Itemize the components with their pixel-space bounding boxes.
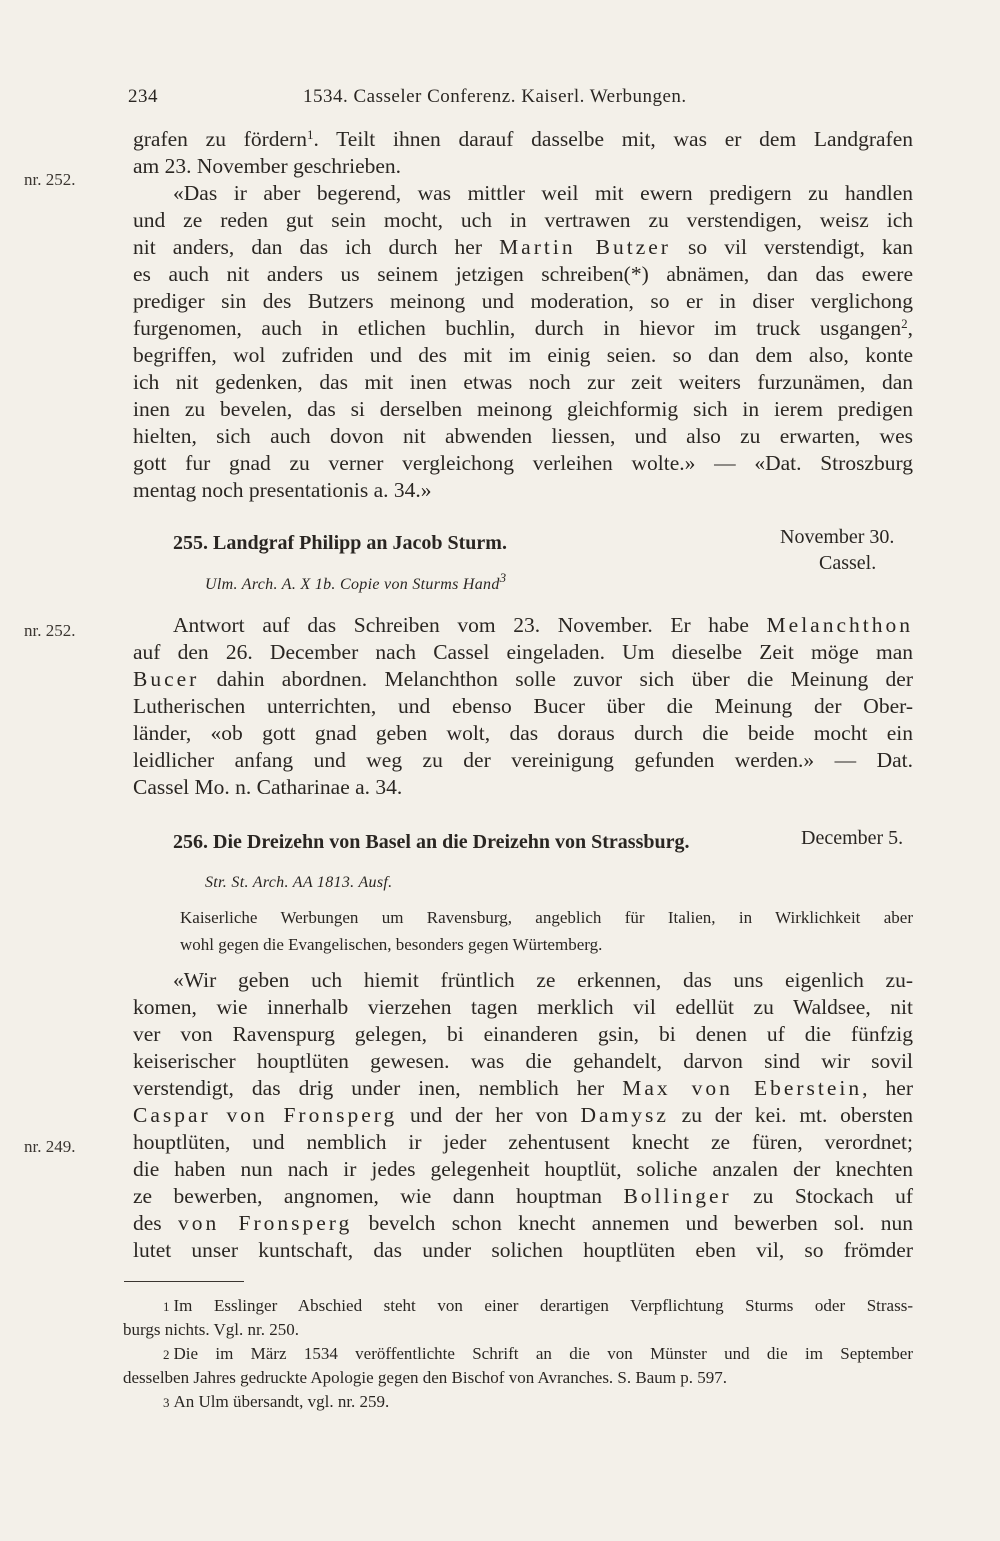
footnote-number: 2 <box>163 1347 170 1362</box>
text-line <box>133 1210 913 1237</box>
text-run: Cassel Mo. n. Catharinae a. 34. <box>133 775 403 799</box>
footnote-number: 1 <box>163 1299 170 1314</box>
text-run: keiserischer houptlüten gewesen. was die gehandelt, darvon sind wir sovil <box>133 1049 913 1073</box>
text-line <box>133 612 913 639</box>
spaced-name: Bollinger <box>623 1184 732 1208</box>
doc-255-body <box>133 612 913 801</box>
text-line <box>133 315 913 342</box>
doc-256-source: Str. St. Arch. AA 1813. Ausf. <box>205 874 393 891</box>
text-run: leidlicher anfang und weg zu der vereinigung gefunden werden.» — Dat. <box>133 748 913 772</box>
text-run: auf den 26. December nach Cassel eingeladen. Um dieselbe Zeit möge man <box>133 640 913 664</box>
text-line <box>133 450 913 477</box>
running-head <box>128 86 918 116</box>
text-line <box>133 1183 913 1210</box>
text-run: und der her von <box>397 1103 581 1127</box>
text-run: bevelch schon knecht annemen und bewerben sol. nun <box>352 1211 913 1235</box>
footnote-ref: 1 <box>306 126 314 142</box>
text-run: hielten, sich auch dovon nit abwenden liessen, und also zu erwarten, wes <box>133 424 913 448</box>
text-line <box>133 180 913 207</box>
text-line <box>133 639 913 666</box>
text-line <box>133 1156 913 1183</box>
text-run: nit anders, dan das ich durch her <box>133 235 500 259</box>
text-run: . Teilt ihnen darauf dasselbe mit, was er dem Landgrafen <box>313 127 913 151</box>
doc-256-heading: 256. Die Dreizehn von Basel an die Dreizehn von Strassburg. <box>173 831 690 853</box>
summary-line: wohl gegen die Evangelischen, besonders gegen Würtemberg. <box>180 935 603 954</box>
text-run: ze bewerben, angnomen, wie dann houptman <box>133 1184 624 1208</box>
text-line <box>133 1048 913 1075</box>
doc-255-source: Ulm. Arch. A. X 1b. Copie von Sturms Hand$^3$ <box>205 569 507 593</box>
spaced-name: von Fronsperg <box>177 1211 353 1235</box>
text-run: am 23. November geschrieben. <box>133 154 402 178</box>
text-line <box>133 369 913 396</box>
text-run: grafen zu fördern <box>133 127 307 151</box>
text-run: und ze reden gut sein mocht, uch in vertrawen zu verstendigen, weisz ich <box>133 208 913 232</box>
text-line <box>133 234 913 261</box>
footnotes <box>123 1294 913 1414</box>
text-line <box>133 967 913 994</box>
text-line <box>133 1021 913 1048</box>
text-run: «Das ir aber begerend, was mittler weil mit ewern predigern zu handlen <box>173 181 913 205</box>
spaced-name: Max von Eberstein <box>622 1076 863 1100</box>
spaced-name: Damysz <box>580 1103 669 1127</box>
text-line <box>133 693 913 720</box>
doc-256-body <box>133 967 913 1264</box>
text-run: begriffen, wol zufriden und des mit im einig seien. so dan dem also, konte <box>133 343 913 367</box>
text-run: , <box>907 316 913 340</box>
text-run: , her <box>862 1076 913 1100</box>
footnote <box>123 1342 913 1390</box>
text-line <box>133 261 913 288</box>
text-run: verstendigt, das drig under inen, nemblich her <box>133 1076 623 1100</box>
footnote-text: An Ulm übersandt, vgl. nr. 259. <box>173 1392 390 1411</box>
text-line <box>133 288 913 315</box>
text-line <box>133 774 913 801</box>
margin-note: nr. 252. <box>24 170 76 189</box>
spaced-name: Martin Butzer <box>499 235 671 259</box>
text-line <box>133 1129 913 1156</box>
text-line <box>133 1237 913 1264</box>
footnote <box>123 1294 913 1342</box>
text-line <box>133 994 913 1021</box>
text-run: des <box>133 1211 178 1235</box>
text-run: zu Stockach uf <box>731 1184 913 1208</box>
text-run: ver von Ravenspurg gelegen, bi einanderen gsin, bi denen uf die fünfzig <box>133 1022 913 1046</box>
text-run: die haben nun nach ir jedes gelegenheit houptlüt, soliche anzalen der knechten <box>133 1157 913 1181</box>
doc-255-place: Cassel. <box>819 552 877 574</box>
footnote-text: Im Esslinger Abschied steht von einer derartigen Verpflichtung Sturms oder Strass- <box>173 1296 913 1315</box>
doc-255-date: November 30. <box>780 526 895 548</box>
text-run: mentag noch presentationis a. 34.» <box>133 478 432 502</box>
footnote-text: desselben Jahres gedruckte Apologie gegen den Bischof von Avranches. S. Baum p. 597. <box>123 1368 727 1387</box>
text-run: prediger sin des Butzers meinong und moderation, so er in diser verglichong <box>133 289 913 313</box>
footnote-ref: 3 <box>499 569 507 585</box>
text-run: furgenomen, auch in etlichen buchlin, durch in hievor im truck usgangen <box>133 316 902 340</box>
spaced-name: Melanchthon <box>766 613 913 637</box>
text-run: inen zu bevelen, das si derselben meinong gleichformig sich in ierem predigen <box>133 397 913 421</box>
text-line <box>133 477 913 504</box>
text-line <box>133 1075 913 1102</box>
text-run: zu der kei. mt. obersten <box>668 1103 913 1127</box>
text-run: lutet unser kuntschaft, das under solichen houptlüten eben vil, so frömder <box>133 1238 913 1262</box>
text-run: gott fur gnad zu verner vergleichong verleihen wolte.» — «Dat. Stroszburg <box>133 451 913 475</box>
footnote-rule <box>124 1281 244 1282</box>
summary-line: Kaiserliche Werbungen um Ravensburg, angeblich für Italien, in Wirklichkeit aber <box>180 908 913 927</box>
footnote <box>123 1390 913 1414</box>
text-run: es auch nit anders us seinem jetzigen schreiben(*) abnämen, dan das ewere <box>133 262 913 286</box>
text-line <box>133 1102 913 1129</box>
spaced-name: Caspar von Fronsperg <box>133 1103 398 1127</box>
footnote-text: burgs nichts. Vgl. nr. 250. <box>123 1320 299 1339</box>
text-run: dahin abordnen. Melanchthon solle zuvor sich über die Meinung der <box>199 667 913 691</box>
footnote-number: 3 <box>163 1395 170 1410</box>
text-run: Lutherischen unterrichten, und ebenso Bucer über die Meinung der Ober- <box>133 694 913 718</box>
text-line <box>133 126 913 153</box>
margin-note: nr. 249. <box>24 1137 76 1156</box>
footnote-text: Die im März 1534 veröffentlichte Schrift an die von Münster und die im September <box>173 1344 913 1363</box>
text-line <box>133 342 913 369</box>
continued-letter-text <box>133 126 913 504</box>
text-line <box>133 666 913 693</box>
footnote-ref: 2 <box>901 315 908 331</box>
margin-note: nr. 252. <box>24 621 76 640</box>
text-run: länder, «ob gott gnad geben wolt, das doraus durch die beide mocht ein <box>133 721 913 745</box>
doc-255-heading: 255. Landgraf Philipp an Jacob Sturm. <box>173 532 507 554</box>
text-line <box>133 747 913 774</box>
page-number: 234 <box>128 86 158 107</box>
text-line <box>133 153 913 180</box>
text-run: ich nit gedenken, das mit inen etwas noch zur zeit weiters furzunämen, dan <box>133 370 913 394</box>
text-run: «Wir geben uch hiemit früntlich ze erkennen, das uns eigenlich zu- <box>173 968 913 992</box>
text-line <box>133 720 913 747</box>
text-run: houptlüten, und nemblich ir jeder zehentusent knecht ze füren, verordnet; <box>133 1130 913 1154</box>
text-run: so vil verstendigt, kan <box>670 235 914 259</box>
text-run: komen, wie innerhalb vierzehen tagen merklich vil edellüt zu Waldsee, nit <box>133 995 913 1019</box>
text-run: Antwort auf das Schreiben vom 23. November. Er habe <box>173 613 767 637</box>
text-line <box>133 396 913 423</box>
doc-256-summary <box>180 905 913 959</box>
running-title: 1534. Casseler Conferenz. Kaiserl. Werbungen. <box>303 86 687 107</box>
text-line <box>133 207 913 234</box>
doc-256-date: December 5. <box>801 827 904 849</box>
spaced-name: Bucer <box>133 667 200 691</box>
text-line <box>133 423 913 450</box>
